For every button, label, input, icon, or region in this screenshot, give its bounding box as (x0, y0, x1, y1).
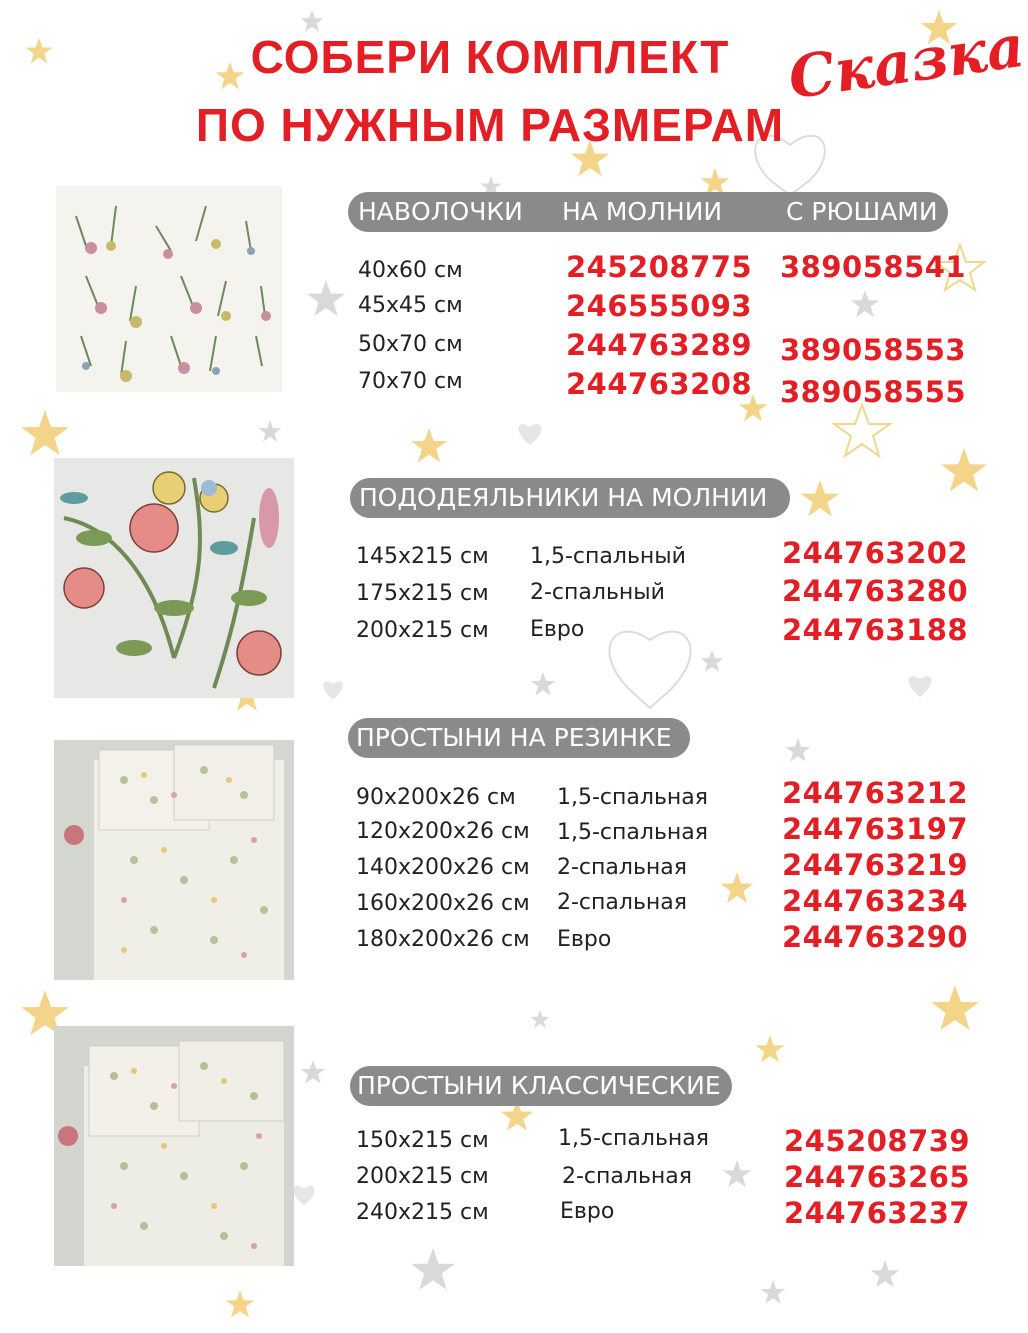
classic-sheet-type: Евро (560, 1199, 615, 1224)
pillowcase-zipper-code: 245208775 (566, 250, 753, 284)
fitted-sheet-size: 160х200х26 см (356, 891, 530, 916)
fitted-sheet-type: Евро (557, 927, 612, 952)
page-title-line-1: СОБЕРИ КОМПЛЕКТ (250, 31, 730, 83)
pillowcase-zipper-code: 246555093 (566, 289, 753, 323)
duvet-code: 244763280 (782, 574, 969, 608)
classic-sheet-size: 150х215 см (356, 1128, 489, 1153)
duvet-type: 2-спальный (530, 580, 665, 605)
duvet-size: 175х215 см (356, 581, 489, 606)
page-title-line-2: ПО НУЖНЫМ РАЗМЕРАМ (195, 99, 785, 151)
classic-sheet-type: 1,5-спальная (558, 1126, 710, 1151)
duvet-covers-header-bar (350, 478, 790, 518)
fitted-sheet-size: 120х200х26 см (356, 819, 530, 844)
fitted-sheet-type: 2-спальная (557, 855, 688, 880)
fitted-sheets-title: ПРОСТЫНИ НА РЕЗИНКЕ (356, 723, 672, 752)
fitted-sheet-type: 1,5-спальная (557, 820, 709, 845)
fitted-sheets-header-bar (348, 718, 690, 758)
fitted-sheet-code: 244763234 (782, 884, 969, 918)
fitted-sheet-size: 180х200х26 см (356, 927, 530, 952)
fitted-sheet-type: 2-спальная (557, 890, 688, 915)
pillowcase-size: 50х70 см (358, 332, 463, 357)
pillowcase-zipper-code: 244763208 (566, 367, 753, 401)
classic-sheet-code: 244763265 (784, 1160, 971, 1194)
pillowcase-photo (56, 186, 282, 392)
classic-sheet-size: 200х215 см (356, 1164, 489, 1189)
classic-sheets-header-bar (350, 1066, 732, 1106)
duvet-type: Евро (530, 617, 585, 642)
duvet-code: 244763202 (782, 536, 969, 570)
fitted-sheet-code: 244763197 (782, 812, 969, 846)
zipper-column-title: НА МОЛНИИ (562, 197, 723, 226)
classic-sheet-photo (54, 1026, 294, 1266)
classic-sheets-title: ПРОСТЫНИ КЛАССИЧЕСКИЕ (357, 1071, 721, 1100)
pillowcase-size: 45х45 см (358, 293, 463, 318)
duvet-size: 200х215 см (356, 618, 489, 643)
classic-sheet-type: 2-спальная (562, 1164, 693, 1189)
fitted-sheet-size: 140х200х26 см (356, 855, 530, 880)
duvet-code: 244763188 (782, 613, 969, 647)
fitted-sheet-code: 244763290 (782, 920, 969, 954)
pillowcase-ruffles-code: 389058555 (780, 375, 967, 409)
classic-sheet-size: 240х215 см (356, 1200, 489, 1225)
fitted-sheet-photo (54, 740, 294, 980)
ruffles-column-title: С РЮШАМИ (786, 197, 938, 226)
fitted-sheet-code: 244763219 (782, 848, 969, 882)
pillowcase-ruffles-code: 389058541 (780, 250, 967, 284)
pillowcase-ruffles-code: 389058553 (780, 333, 967, 367)
pillowcase-size: 70х70 см (358, 369, 463, 394)
duvet-covers-title: ПОДОДЕЯЛЬНИКИ НА МОЛНИИ (359, 483, 768, 512)
fitted-sheet-code: 244763212 (782, 776, 969, 810)
duvet-type: 1,5-спальный (530, 544, 686, 569)
duvet-size: 145х215 см (356, 544, 489, 569)
pillowcase-zipper-code: 244763289 (566, 328, 753, 362)
pillowcase-size: 40х60 см (358, 258, 463, 283)
brand-logo: Сказка (784, 11, 1028, 113)
classic-sheet-code: 244763237 (784, 1196, 971, 1230)
fitted-sheet-size: 90х200х26 см (356, 785, 516, 810)
classic-sheet-code: 245208739 (784, 1124, 971, 1158)
pillowcases-header-bar (348, 192, 948, 232)
fitted-sheet-type: 1,5-спальная (557, 785, 709, 810)
pillowcases-title: НАВОЛОЧКИ (358, 197, 523, 226)
duvet-cover-photo (54, 458, 294, 698)
